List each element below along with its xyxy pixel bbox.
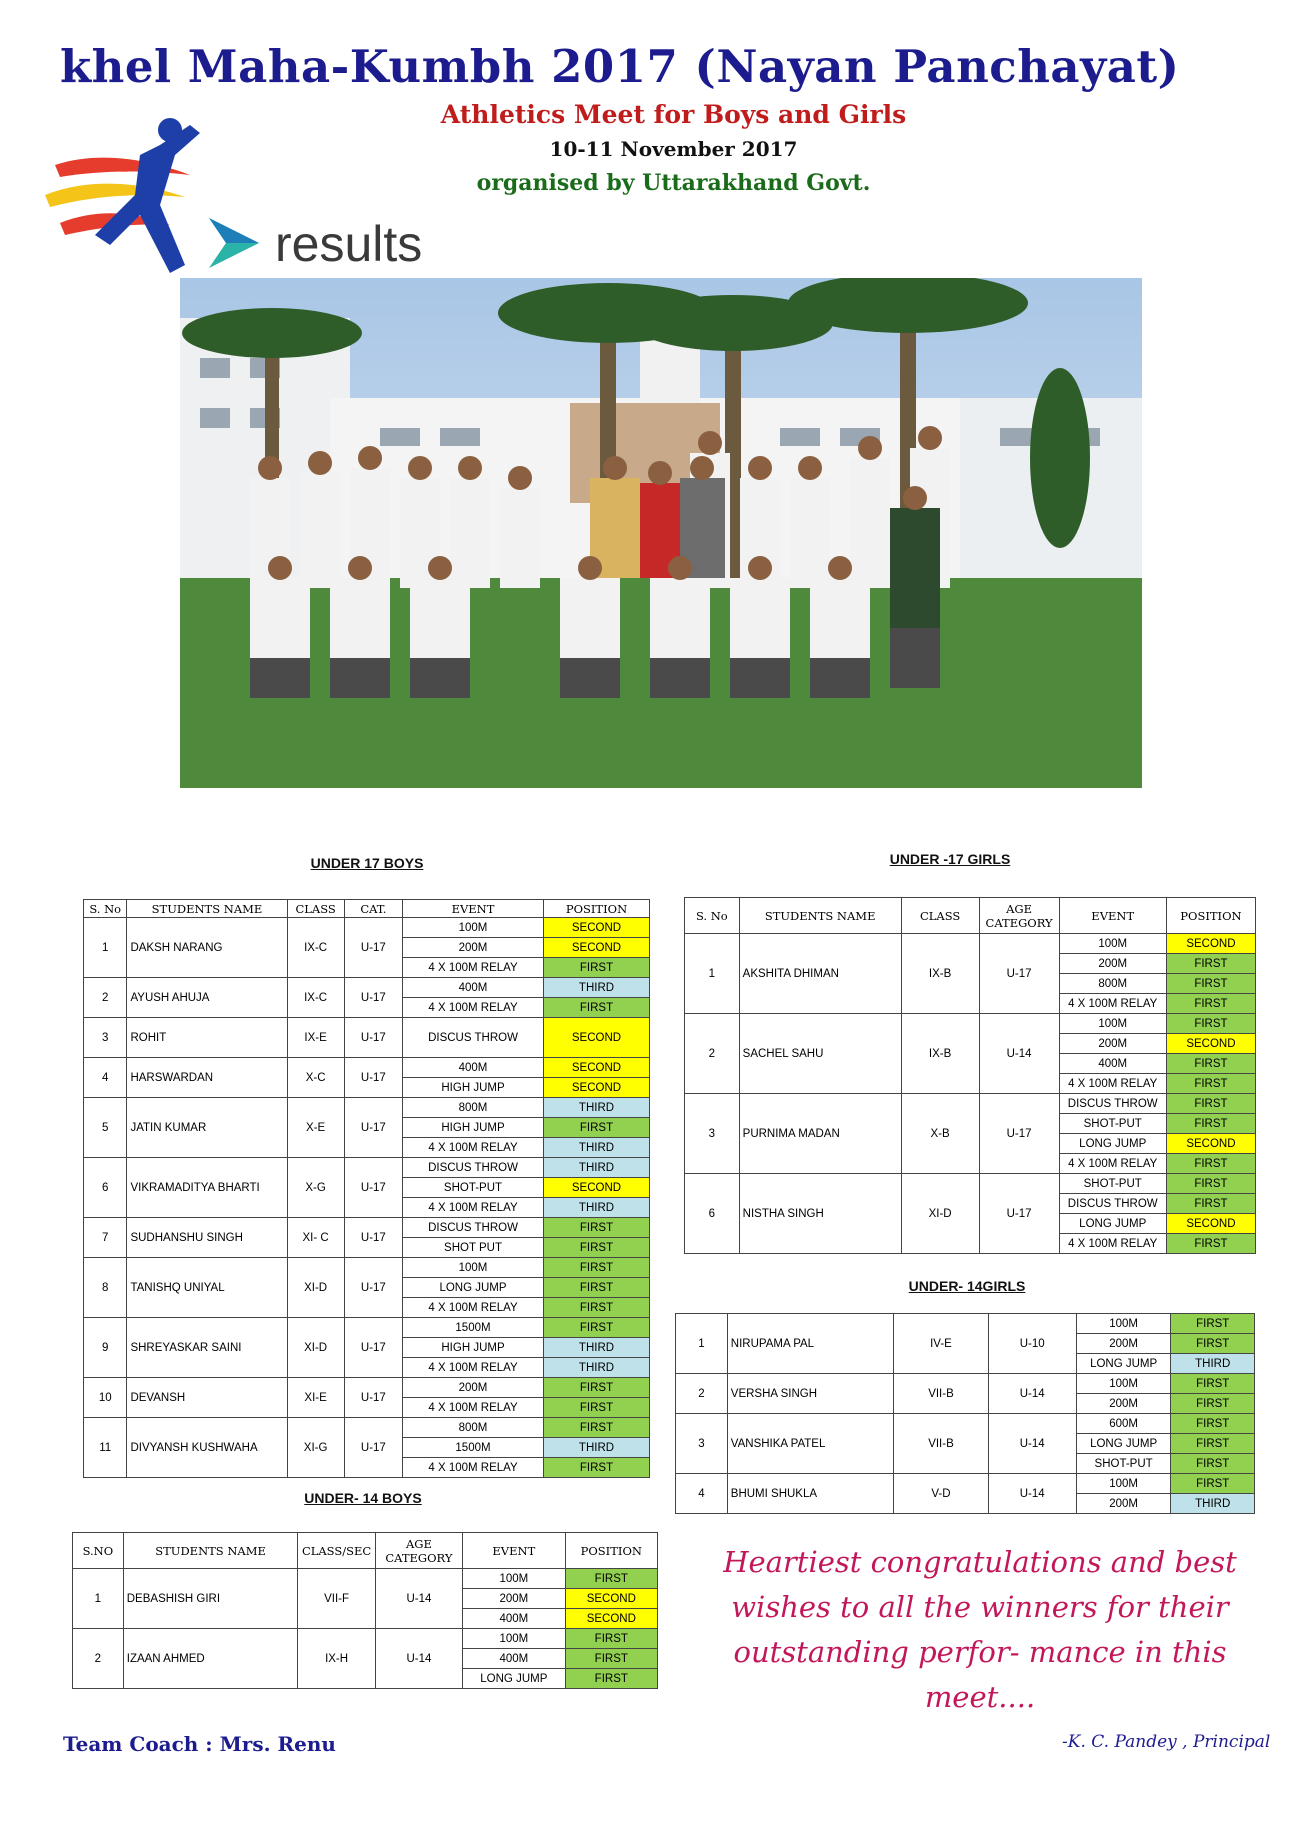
event-name: DISCUS THROW: [403, 1218, 544, 1238]
event-name: 4 X 100M RELAY: [403, 1458, 544, 1478]
event-name: 400M: [403, 1058, 544, 1078]
event-name: 100M: [463, 1569, 566, 1589]
student-sno: 6: [84, 1158, 127, 1218]
student-name: JATIN KUMAR: [127, 1098, 287, 1158]
event-name: 100M: [403, 1258, 544, 1278]
student-sno: 3: [84, 1018, 127, 1058]
table-row: [73, 1629, 658, 1649]
position-badge: THIRD: [543, 1158, 649, 1178]
position-badge: FIRST: [1171, 1454, 1255, 1474]
event-name: 100M: [1076, 1474, 1171, 1494]
position-badge: FIRST: [1166, 1074, 1255, 1094]
event-name: 200M: [403, 1378, 544, 1398]
event-name: 4 X 100M RELAY: [1059, 1154, 1166, 1174]
event-name: 400M: [463, 1609, 566, 1629]
position-badge: FIRST: [1166, 1114, 1255, 1134]
event-name: 4 X 100M RELAY: [1059, 1234, 1166, 1254]
position-badge: SECOND: [1166, 1134, 1255, 1154]
age-category: U-14: [988, 1374, 1076, 1414]
position-badge: FIRST: [543, 1398, 649, 1418]
event-name: 100M: [1076, 1314, 1171, 1334]
age-category: U-17: [344, 1098, 402, 1158]
event-name: 200M: [1076, 1494, 1171, 1514]
age-category: U-10: [988, 1314, 1076, 1374]
student-sno: 2: [84, 978, 127, 1018]
page-title: khel Maha-Kumbh 2017 (Nayan Panchayat): [60, 40, 1180, 93]
student-class: XI-D: [287, 1318, 344, 1378]
position-badge: FIRST: [565, 1629, 657, 1649]
student-name: DEVANSH: [127, 1378, 287, 1418]
student-class: VII-B: [894, 1414, 988, 1474]
u14-boys-heading: UNDER- 14 BOYS: [304, 1490, 422, 1506]
position-badge: FIRST: [1166, 1054, 1255, 1074]
age-category: U-17: [344, 1158, 402, 1218]
position-badge: FIRST: [1166, 974, 1255, 994]
student-sno: 2: [73, 1629, 124, 1689]
table-row: [84, 1318, 650, 1338]
column-header: STUDENTS NAME: [127, 900, 287, 918]
event-name: LONG JUMP: [403, 1278, 544, 1298]
position-badge: THIRD: [543, 978, 649, 998]
position-badge: FIRST: [1166, 1154, 1255, 1174]
student-name: SUDHANSHU SINGH: [127, 1218, 287, 1258]
table-row: [84, 1378, 650, 1398]
student-class: IV-E: [894, 1314, 988, 1374]
position-badge: FIRST: [543, 958, 649, 978]
event-name: 400M: [463, 1649, 566, 1669]
column-header: S. No: [685, 898, 740, 934]
position-badge: FIRST: [1171, 1334, 1255, 1354]
age-category: U-14: [988, 1414, 1076, 1474]
student-sno: 8: [84, 1258, 127, 1318]
position-badge: THIRD: [543, 1438, 649, 1458]
student-class: X-B: [901, 1094, 979, 1174]
student-sno: 2: [676, 1374, 728, 1414]
student-class: XI-G: [287, 1418, 344, 1478]
position-badge: THIRD: [543, 1338, 649, 1358]
event-name: SHOT-PUT: [1076, 1454, 1171, 1474]
student-name: VANSHIKA PATEL: [727, 1414, 894, 1474]
position-badge: THIRD: [1171, 1494, 1255, 1514]
position-badge: THIRD: [543, 1138, 649, 1158]
student-name: VERSHA SINGH: [727, 1374, 894, 1414]
running-athlete-logo-icon: [40, 115, 210, 295]
table-row: [685, 934, 1256, 954]
age-category: U-14: [375, 1629, 462, 1689]
student-name: PURNIMA MADAN: [739, 1094, 901, 1174]
student-name: ROHIT: [127, 1018, 287, 1058]
age-category: U-17: [344, 1418, 402, 1478]
age-category: U-17: [344, 1318, 402, 1378]
table-row: [84, 1218, 650, 1238]
student-class: XI-D: [287, 1258, 344, 1318]
position-badge: SECOND: [543, 918, 649, 938]
student-class: X-C: [287, 1058, 344, 1098]
event-name: DISCUS THROW: [403, 1018, 544, 1058]
results-label: results: [275, 216, 423, 272]
meet-subtitle: Athletics Meet for Boys and Girls: [440, 100, 907, 129]
position-badge: THIRD: [543, 1198, 649, 1218]
event-name: 4 X 100M RELAY: [1059, 994, 1166, 1014]
position-badge: FIRST: [1166, 954, 1255, 974]
position-badge: FIRST: [543, 1298, 649, 1318]
student-class: VII-B: [894, 1374, 988, 1414]
congratulations-message: Heartiest congratulations and best wishes to all the winners for their outstanding perfor- mance in this meet....: [723, 1545, 1237, 1714]
position-badge: SECOND: [565, 1609, 657, 1629]
event-name: LONG JUMP: [1059, 1214, 1166, 1234]
column-header: CLASS/SEC: [298, 1533, 375, 1569]
student-name: VIKRAMADITYA BHARTI: [127, 1158, 287, 1218]
event-name: 800M: [1059, 974, 1166, 994]
student-class: VII-F: [298, 1569, 375, 1629]
position-badge: FIRST: [1166, 1094, 1255, 1114]
event-name: LONG JUMP: [1076, 1434, 1171, 1454]
position-badge: FIRST: [543, 1278, 649, 1298]
student-name: NISTHA SINGH: [739, 1174, 901, 1254]
event-name: HIGH JUMP: [403, 1338, 544, 1358]
column-header: CLASS: [901, 898, 979, 934]
table-row: [84, 1058, 650, 1078]
student-class: XI-E: [287, 1378, 344, 1418]
column-header: AGE CATEGORY: [979, 898, 1059, 934]
position-badge: THIRD: [543, 1358, 649, 1378]
column-header: EVENT: [463, 1533, 566, 1569]
student-class: XI- C: [287, 1218, 344, 1258]
event-name: SHOT-PUT: [403, 1178, 544, 1198]
age-category: U-17: [344, 1018, 402, 1058]
event-name: 600M: [1076, 1414, 1171, 1434]
event-name: 4 X 100M RELAY: [403, 958, 544, 978]
position-badge: FIRST: [543, 1238, 649, 1258]
event-name: 100M: [463, 1629, 566, 1649]
student-name: IZAAN AHMED: [123, 1629, 298, 1689]
meet-dates: 10-11 November 2017: [549, 137, 798, 161]
event-name: 4 X 100M RELAY: [403, 1138, 544, 1158]
student-name: DAKSH NARANG: [127, 918, 287, 978]
student-name: TANISHQ UNIYAL: [127, 1258, 287, 1318]
position-badge: FIRST: [543, 998, 649, 1018]
column-header: CLASS: [287, 900, 344, 918]
student-name: DEBASHISH GIRI: [123, 1569, 298, 1629]
age-category: U-17: [344, 978, 402, 1018]
age-category: U-17: [344, 1218, 402, 1258]
event-name: 200M: [1076, 1394, 1171, 1414]
position-badge: SECOND: [543, 1178, 649, 1198]
student-name: SACHEL SAHU: [739, 1014, 901, 1094]
position-badge: FIRST: [1166, 1014, 1255, 1034]
position-badge: SECOND: [1166, 934, 1255, 954]
student-name: DIVYANSH KUSHWAHA: [127, 1418, 287, 1478]
event-name: 4 X 100M RELAY: [403, 1398, 544, 1418]
student-class: IX-B: [901, 1014, 979, 1094]
event-name: 4 X 100M RELAY: [403, 1298, 544, 1318]
event-name: 400M: [403, 978, 544, 998]
u17-boys-heading: UNDER 17 BOYS: [310, 855, 424, 871]
student-class: X-G: [287, 1158, 344, 1218]
column-header: AGE CATEGORY: [375, 1533, 462, 1569]
position-badge: FIRST: [1166, 1234, 1255, 1254]
student-class: IX-B: [901, 934, 979, 1014]
column-header: POSITION: [565, 1533, 657, 1569]
student-name: AKSHITA DHIMAN: [739, 934, 901, 1014]
event-name: 200M: [403, 938, 544, 958]
student-sno: 10: [84, 1378, 127, 1418]
position-badge: FIRST: [565, 1649, 657, 1669]
column-header: CAT.: [344, 900, 402, 918]
position-badge: FIRST: [565, 1569, 657, 1589]
event-name: 4 X 100M RELAY: [1059, 1074, 1166, 1094]
age-category: U-17: [979, 934, 1059, 1014]
column-header: STUDENTS NAME: [123, 1533, 298, 1569]
student-class: IX-H: [298, 1629, 375, 1689]
column-header: EVENT: [1059, 898, 1166, 934]
table-row: [84, 978, 650, 998]
student-name: BHUMI SHUKLA: [727, 1474, 894, 1514]
age-category: U-17: [344, 1378, 402, 1418]
position-badge: FIRST: [565, 1669, 657, 1689]
column-header: POSITION: [1166, 898, 1255, 934]
student-sno: 4: [676, 1474, 728, 1514]
student-class: IX-E: [287, 1018, 344, 1058]
student-class: V-D: [894, 1474, 988, 1514]
position-badge: FIRST: [543, 1118, 649, 1138]
position-badge: THIRD: [1171, 1354, 1255, 1374]
student-sno: 1: [676, 1314, 728, 1374]
position-badge: FIRST: [1171, 1434, 1255, 1454]
table-row: [84, 1158, 650, 1178]
position-badge: FIRST: [1166, 1194, 1255, 1214]
student-class: XI-D: [901, 1174, 979, 1254]
position-badge: FIRST: [1171, 1414, 1255, 1434]
event-name: 800M: [403, 1098, 544, 1118]
table-row: [676, 1374, 1255, 1394]
student-sno: 1: [84, 918, 127, 978]
student-sno: 6: [685, 1174, 740, 1254]
position-badge: SECOND: [543, 1058, 649, 1078]
age-category: U-14: [988, 1474, 1076, 1514]
event-name: HIGH JUMP: [403, 1118, 544, 1138]
organiser-line: organised by Uttarakhand Govt.: [476, 170, 871, 196]
position-badge: SECOND: [1166, 1214, 1255, 1234]
event-name: HIGH JUMP: [403, 1078, 544, 1098]
table-row: [73, 1569, 658, 1589]
student-sno: 1: [685, 934, 740, 1014]
u14-girls-table: [675, 1313, 1255, 1514]
event-name: 200M: [1059, 1034, 1166, 1054]
student-sno: 9: [84, 1318, 127, 1378]
position-badge: SECOND: [543, 1018, 649, 1058]
student-sno: 3: [685, 1094, 740, 1174]
age-category: U-14: [979, 1014, 1059, 1094]
table-row: [676, 1414, 1255, 1434]
position-badge: FIRST: [543, 1258, 649, 1278]
table-row: [676, 1314, 1255, 1334]
position-badge: FIRST: [543, 1318, 649, 1338]
student-sno: 4: [84, 1058, 127, 1098]
u17-girls-table: [684, 897, 1256, 1254]
group-photo: [180, 278, 1142, 788]
event-name: 100M: [403, 918, 544, 938]
column-header: STUDENTS NAME: [739, 898, 901, 934]
age-category: U-17: [979, 1094, 1059, 1174]
position-badge: FIRST: [1171, 1474, 1255, 1494]
position-badge: SECOND: [543, 938, 649, 958]
position-badge: FIRST: [543, 1378, 649, 1398]
table-row: [84, 1258, 650, 1278]
event-name: 1500M: [403, 1438, 544, 1458]
position-badge: THIRD: [543, 1098, 649, 1118]
position-badge: FIRST: [1166, 994, 1255, 1014]
column-header: S. No: [84, 900, 127, 918]
event-name: 4 X 100M RELAY: [403, 998, 544, 1018]
student-class: X-E: [287, 1098, 344, 1158]
position-badge: FIRST: [1171, 1314, 1255, 1334]
age-category: U-17: [344, 918, 402, 978]
event-name: 100M: [1059, 934, 1166, 954]
table-row: [685, 1014, 1256, 1034]
table-row: [84, 1098, 650, 1118]
age-category: U-14: [375, 1569, 462, 1629]
age-category: U-17: [344, 1258, 402, 1318]
event-name: 4 X 100M RELAY: [403, 1198, 544, 1218]
event-name: 200M: [463, 1589, 566, 1609]
student-sno: 7: [84, 1218, 127, 1258]
age-category: U-17: [344, 1058, 402, 1098]
position-badge: FIRST: [1171, 1394, 1255, 1414]
event-name: SHOT-PUT: [1059, 1174, 1166, 1194]
event-name: LONG JUMP: [463, 1669, 566, 1689]
student-sno: 11: [84, 1418, 127, 1478]
event-name: DISCUS THROW: [1059, 1194, 1166, 1214]
student-name: AYUSH AHUJA: [127, 978, 287, 1018]
event-name: 200M: [1076, 1334, 1171, 1354]
student-name: NIRUPAMA PAL: [727, 1314, 894, 1374]
table-row: [84, 1018, 650, 1058]
student-class: IX-C: [287, 918, 344, 978]
position-badge: SECOND: [565, 1589, 657, 1609]
u17-girls-heading: UNDER -17 GIRLS: [889, 851, 1011, 867]
column-header: POSITION: [543, 900, 649, 918]
position-badge: SECOND: [1166, 1034, 1255, 1054]
student-sno: 3: [676, 1414, 728, 1474]
event-name: DISCUS THROW: [403, 1158, 544, 1178]
event-name: LONG JUMP: [1059, 1134, 1166, 1154]
event-name: 100M: [1059, 1014, 1166, 1034]
student-sno: 2: [685, 1014, 740, 1094]
student-sno: 5: [84, 1098, 127, 1158]
table-row: [685, 1094, 1256, 1114]
student-sno: 1: [73, 1569, 124, 1629]
student-name: SHREYASKAR SAINI: [127, 1318, 287, 1378]
event-name: 1500M: [403, 1318, 544, 1338]
position-badge: FIRST: [1171, 1374, 1255, 1394]
student-name: HARSWARDAN: [127, 1058, 287, 1098]
position-badge: FIRST: [543, 1418, 649, 1438]
event-name: 200M: [1059, 954, 1166, 974]
event-name: LONG JUMP: [1076, 1354, 1171, 1374]
u14-boys-table: [72, 1532, 658, 1689]
team-coach: Team Coach : Mrs. Renu: [63, 1732, 336, 1756]
position-badge: FIRST: [543, 1458, 649, 1478]
student-class: IX-C: [287, 978, 344, 1018]
column-header: EVENT: [403, 900, 544, 918]
u14-girls-heading: UNDER- 14GIRLS: [908, 1278, 1026, 1294]
column-header: S.NO: [73, 1533, 124, 1569]
event-name: 400M: [1059, 1054, 1166, 1074]
table-row: [84, 918, 650, 938]
event-name: 100M: [1076, 1374, 1171, 1394]
event-name: DISCUS THROW: [1059, 1094, 1166, 1114]
position-badge: FIRST: [543, 1218, 649, 1238]
event-name: SHOT-PUT: [1059, 1114, 1166, 1134]
table-row: [84, 1418, 650, 1438]
event-name: SHOT PUT: [403, 1238, 544, 1258]
chevron-arrow-icon: [204, 213, 264, 273]
table-row: [685, 1174, 1256, 1194]
event-name: 4 X 100M RELAY: [403, 1358, 544, 1378]
event-name: 800M: [403, 1418, 544, 1438]
age-category: U-17: [979, 1174, 1059, 1254]
u17-boys-table: [83, 899, 650, 1478]
position-badge: FIRST: [1166, 1174, 1255, 1194]
principal-signature: -K. C. Pandey , Principal: [1062, 1732, 1271, 1752]
position-badge: SECOND: [543, 1078, 649, 1098]
table-row: [676, 1474, 1255, 1494]
